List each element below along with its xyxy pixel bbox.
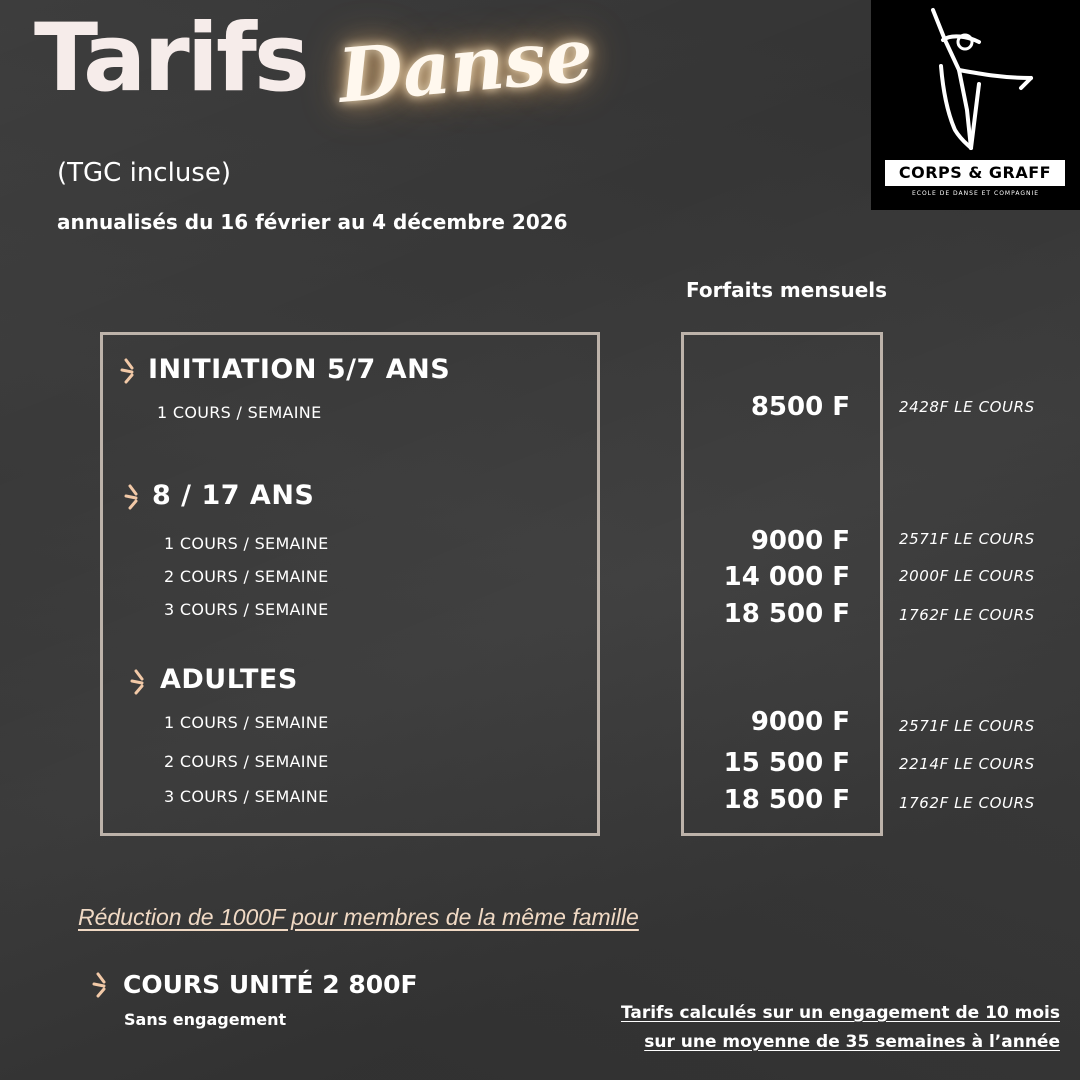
monthly-price: 18 500 F [723,785,850,815]
footnote-line-1: Tarifs calculés sur un engagement de 10 mois [620,1003,1060,1023]
price-per-course: 2571F LE COURS [899,717,1035,735]
sparkle-icon [92,972,114,998]
price-per-course: 1762F LE COURS [899,606,1035,624]
category-title-initiation: INITIATION 5/7 ANS [148,354,451,385]
monthly-price: 9000 F [750,707,850,737]
period-text: annualisés du 16 février au 4 décembre 2026 [57,210,568,234]
monthly-price: 8500 F [750,392,850,422]
dancer-logo-icon [871,0,1080,160]
sparkle-icon [120,358,142,384]
category-title-8-17: 8 / 17 ANS [152,480,315,511]
monthly-price: 14 000 F [723,562,850,592]
single-course-subtitle: Sans engagement [124,1010,287,1029]
course-frequency-label: 3 COURS / SEMAINE [164,600,329,619]
price-per-course: 2571F LE COURS [899,530,1035,548]
family-discount-note: Réduction de 1000F pour membres de la même famille [78,904,639,930]
course-frequency-label: 3 COURS / SEMAINE [164,787,329,806]
brand-logo [871,0,1080,210]
logo-tagline: ECOLE DE DANSE ET COMPAGNIE [911,190,1040,197]
price-per-course: 2214F LE COURS [899,755,1035,773]
tax-note: (TGC incluse) [57,158,231,188]
monthly-price: 18 500 F [723,599,850,629]
course-frequency-label: 2 COURS / SEMAINE [164,752,329,771]
price-per-course: 2000F LE COURS [899,567,1035,585]
course-frequency-label: 1 COURS / SEMAINE [164,534,329,553]
price-per-course: 2428F LE COURS [899,398,1035,416]
single-course-price: COURS UNITÉ 2 800F [123,970,418,999]
footnote-line-2: sur une moyenne de 35 semaines à l’année [644,1032,1060,1052]
sparkle-icon [130,669,152,695]
sparkle-icon [124,484,146,510]
course-frequency-label: 2 COURS / SEMAINE [164,567,329,586]
price-per-course: 1762F LE COURS [899,794,1035,812]
page-title-script: Danse [335,12,597,120]
forfaits-heading: Forfaits mensuels [686,278,888,302]
monthly-price: 15 500 F [723,748,850,778]
course-frequency-label: 1 COURS / SEMAINE [164,713,329,732]
category-title-adultes: ADULTES [160,664,298,695]
monthly-price: 9000 F [750,526,850,556]
page-title: Tarifs [34,4,307,113]
logo-wordmark: CORPS & GRAFF [885,160,1065,186]
course-frequency-label: 1 COURS / SEMAINE [157,403,322,422]
